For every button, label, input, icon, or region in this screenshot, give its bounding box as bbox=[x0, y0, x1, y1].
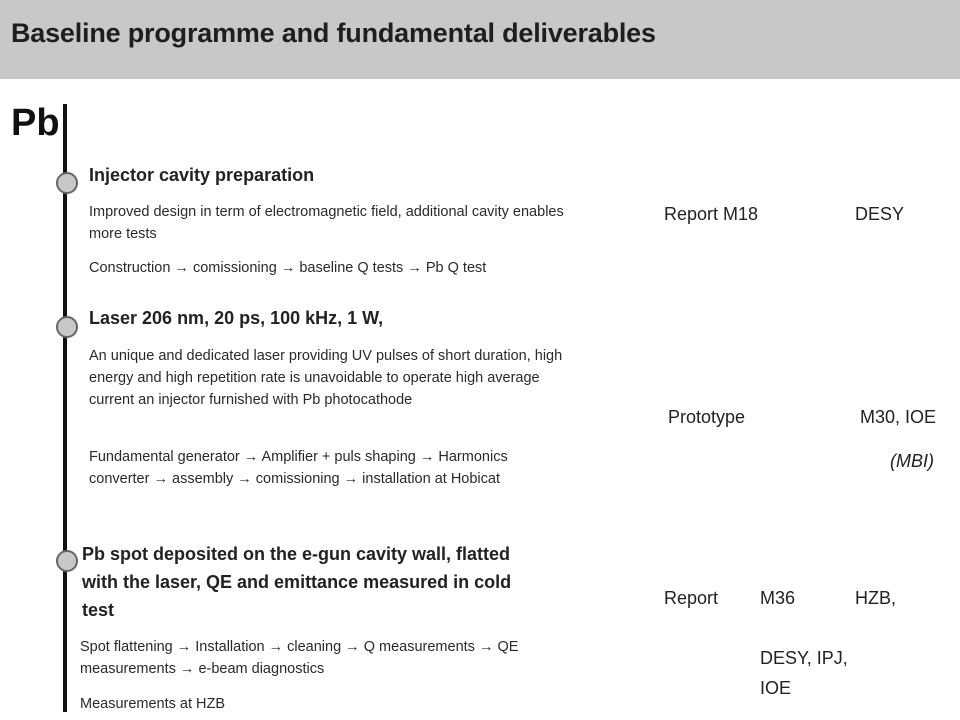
deliverable-label: Prototype bbox=[668, 407, 746, 427]
timeline-node bbox=[56, 172, 78, 194]
deliverable-label: Report bbox=[664, 588, 719, 608]
partner-extra: DESY, IPJ, IOE bbox=[760, 648, 848, 698]
timeline-node bbox=[56, 316, 78, 338]
partner-note: (MBI) bbox=[890, 451, 934, 471]
section-steps: Spot flattening → Installation → cleaning → Q measurements → QE measurements → e-beam diagnostics bbox=[80, 639, 519, 677]
section-description: An unique and dedicated laser providing UV pulses of short duration, high energy and high repetition rate is unavoidable to operate high average current an injector furnished with Pb photocathode bbox=[89, 348, 563, 408]
section-description: Improved design in term of electromagnetic field, additional cavity enables more tests bbox=[89, 204, 564, 242]
section-title: Injector cavity preparation bbox=[89, 165, 315, 185]
section-note: Measurements at HZB bbox=[80, 696, 226, 712]
section-steps: Construction → comissioning → baseline Q tests → Pb Q test bbox=[89, 260, 487, 276]
partner-label: HZB, bbox=[855, 588, 897, 608]
page-title: Baseline programme and fundamental deliverables bbox=[11, 18, 656, 48]
milestone-label: M36 bbox=[760, 588, 796, 608]
deliverable-label: Report M18 bbox=[664, 204, 759, 224]
section-title: Laser 206 nm, 20 ps, 100 kHz, 1 W, bbox=[89, 308, 384, 328]
section-title: Pb spot deposited on the e-gun cavity wall, flatted with the laser, QE and emittance measured in cold test bbox=[82, 544, 512, 620]
partner-label: DESY bbox=[855, 204, 905, 224]
header-bar bbox=[0, 0, 960, 79]
timeline-node bbox=[56, 550, 78, 572]
section-steps: Fundamental generator → Amplifier + puls shaping → Harmonics converter → assembly → comissioning → installation at Hobicat bbox=[89, 449, 508, 487]
partner-label: M30, IOE bbox=[860, 407, 937, 427]
timeline-line bbox=[63, 104, 67, 712]
pb-label: Pb bbox=[11, 102, 60, 144]
